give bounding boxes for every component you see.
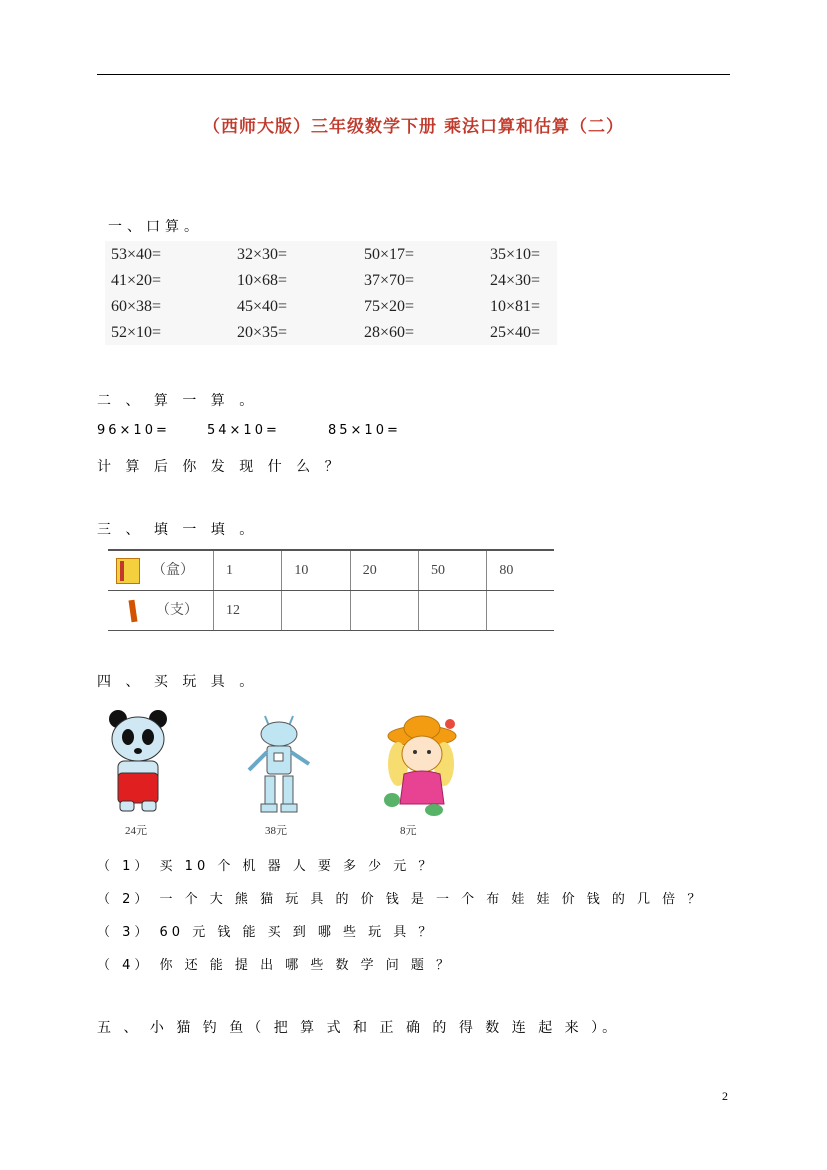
oral-item: 45×40=	[237, 298, 288, 315]
unit-label: （盒）	[152, 562, 194, 578]
calc-item: 96×10=	[97, 423, 170, 438]
oral-item: 28×60=	[364, 324, 415, 341]
table-row	[108, 591, 554, 631]
toy-price: 24元	[125, 825, 147, 837]
oral-item: 75×20=	[364, 298, 415, 315]
unit-label: （支）	[156, 603, 198, 619]
row-header-pencil	[108, 591, 214, 631]
question-item: （ 1） 买 10 个 机 器 人 要 多 少 元 ？	[97, 859, 436, 874]
oral-item: 10×81=	[490, 298, 541, 315]
oral-item: 60×38=	[111, 298, 162, 315]
oral-item: 52×10=	[111, 324, 162, 341]
table-cell: 20	[350, 550, 418, 591]
oral-item: 25×40=	[490, 324, 541, 341]
table-cell	[350, 591, 418, 631]
table-cell	[282, 591, 350, 631]
oral-item: 37×70=	[364, 272, 415, 289]
oral-item: 32×30=	[237, 246, 288, 263]
section-toys-heading: 四 、 买 玩 具 。	[97, 674, 259, 690]
pencil-icon	[128, 600, 137, 623]
question-item: （ 4） 你 还 能 提 出 哪 些 数 学 问 题 ？	[97, 958, 453, 973]
table-cell: 10	[282, 550, 350, 591]
table-cell: 12	[214, 591, 282, 631]
section-fill-heading: 三 、 填 一 填 。	[97, 522, 259, 538]
doll-toy-image	[382, 714, 462, 818]
pencil-box-icon	[116, 558, 140, 584]
panda-toy-image	[104, 707, 174, 815]
fill-table	[108, 549, 554, 631]
calc-question: 计 算 后 你 发 现 什 么 ？	[97, 459, 344, 475]
toy-price: 8元	[400, 825, 417, 837]
oral-item: 20×35=	[237, 324, 288, 341]
question-item: （ 3） 60 元 钱 能 买 到 哪 些 玩 具 ？	[97, 925, 436, 940]
page-title: （西师大版）三年级数学下册 乘法口算和估算（二）	[203, 117, 624, 137]
oral-item: 35×10=	[490, 246, 541, 263]
calc-item: 54×10=	[207, 423, 280, 438]
table-cell: 1	[214, 550, 282, 591]
robot-toy-image	[243, 708, 315, 818]
oral-item: 10×68=	[237, 272, 288, 289]
calc-item: 85×10=	[328, 423, 401, 438]
table-row	[108, 550, 554, 591]
oral-item: 41×20=	[111, 272, 162, 289]
table-cell	[419, 591, 487, 631]
section-calc-heading: 二 、 算 一 算 。	[97, 393, 259, 409]
row-header-box	[108, 550, 214, 591]
header-rule	[97, 74, 730, 75]
oral-item: 50×17=	[364, 246, 415, 263]
question-item: （ 2） 一 个 大 熊 猫 玩 具 的 价 钱 是 一 个 布 娃 娃 价 钱 的 几 倍 ？	[97, 892, 705, 907]
section-fish-heading: 五 、 小 猫 钓 鱼（ 把 算 式 和 正 确 的 得 数 连 起 来 ）。	[97, 1020, 621, 1036]
table-cell: 80	[487, 550, 554, 591]
toy-price: 38元	[265, 825, 287, 837]
table-cell	[487, 591, 554, 631]
oral-item: 53×40=	[111, 246, 162, 263]
section-oral-heading: 一、口算。	[108, 219, 203, 235]
table-cell: 50	[419, 550, 487, 591]
oral-item: 24×30=	[490, 272, 541, 289]
page-number: 2	[722, 1089, 728, 1103]
